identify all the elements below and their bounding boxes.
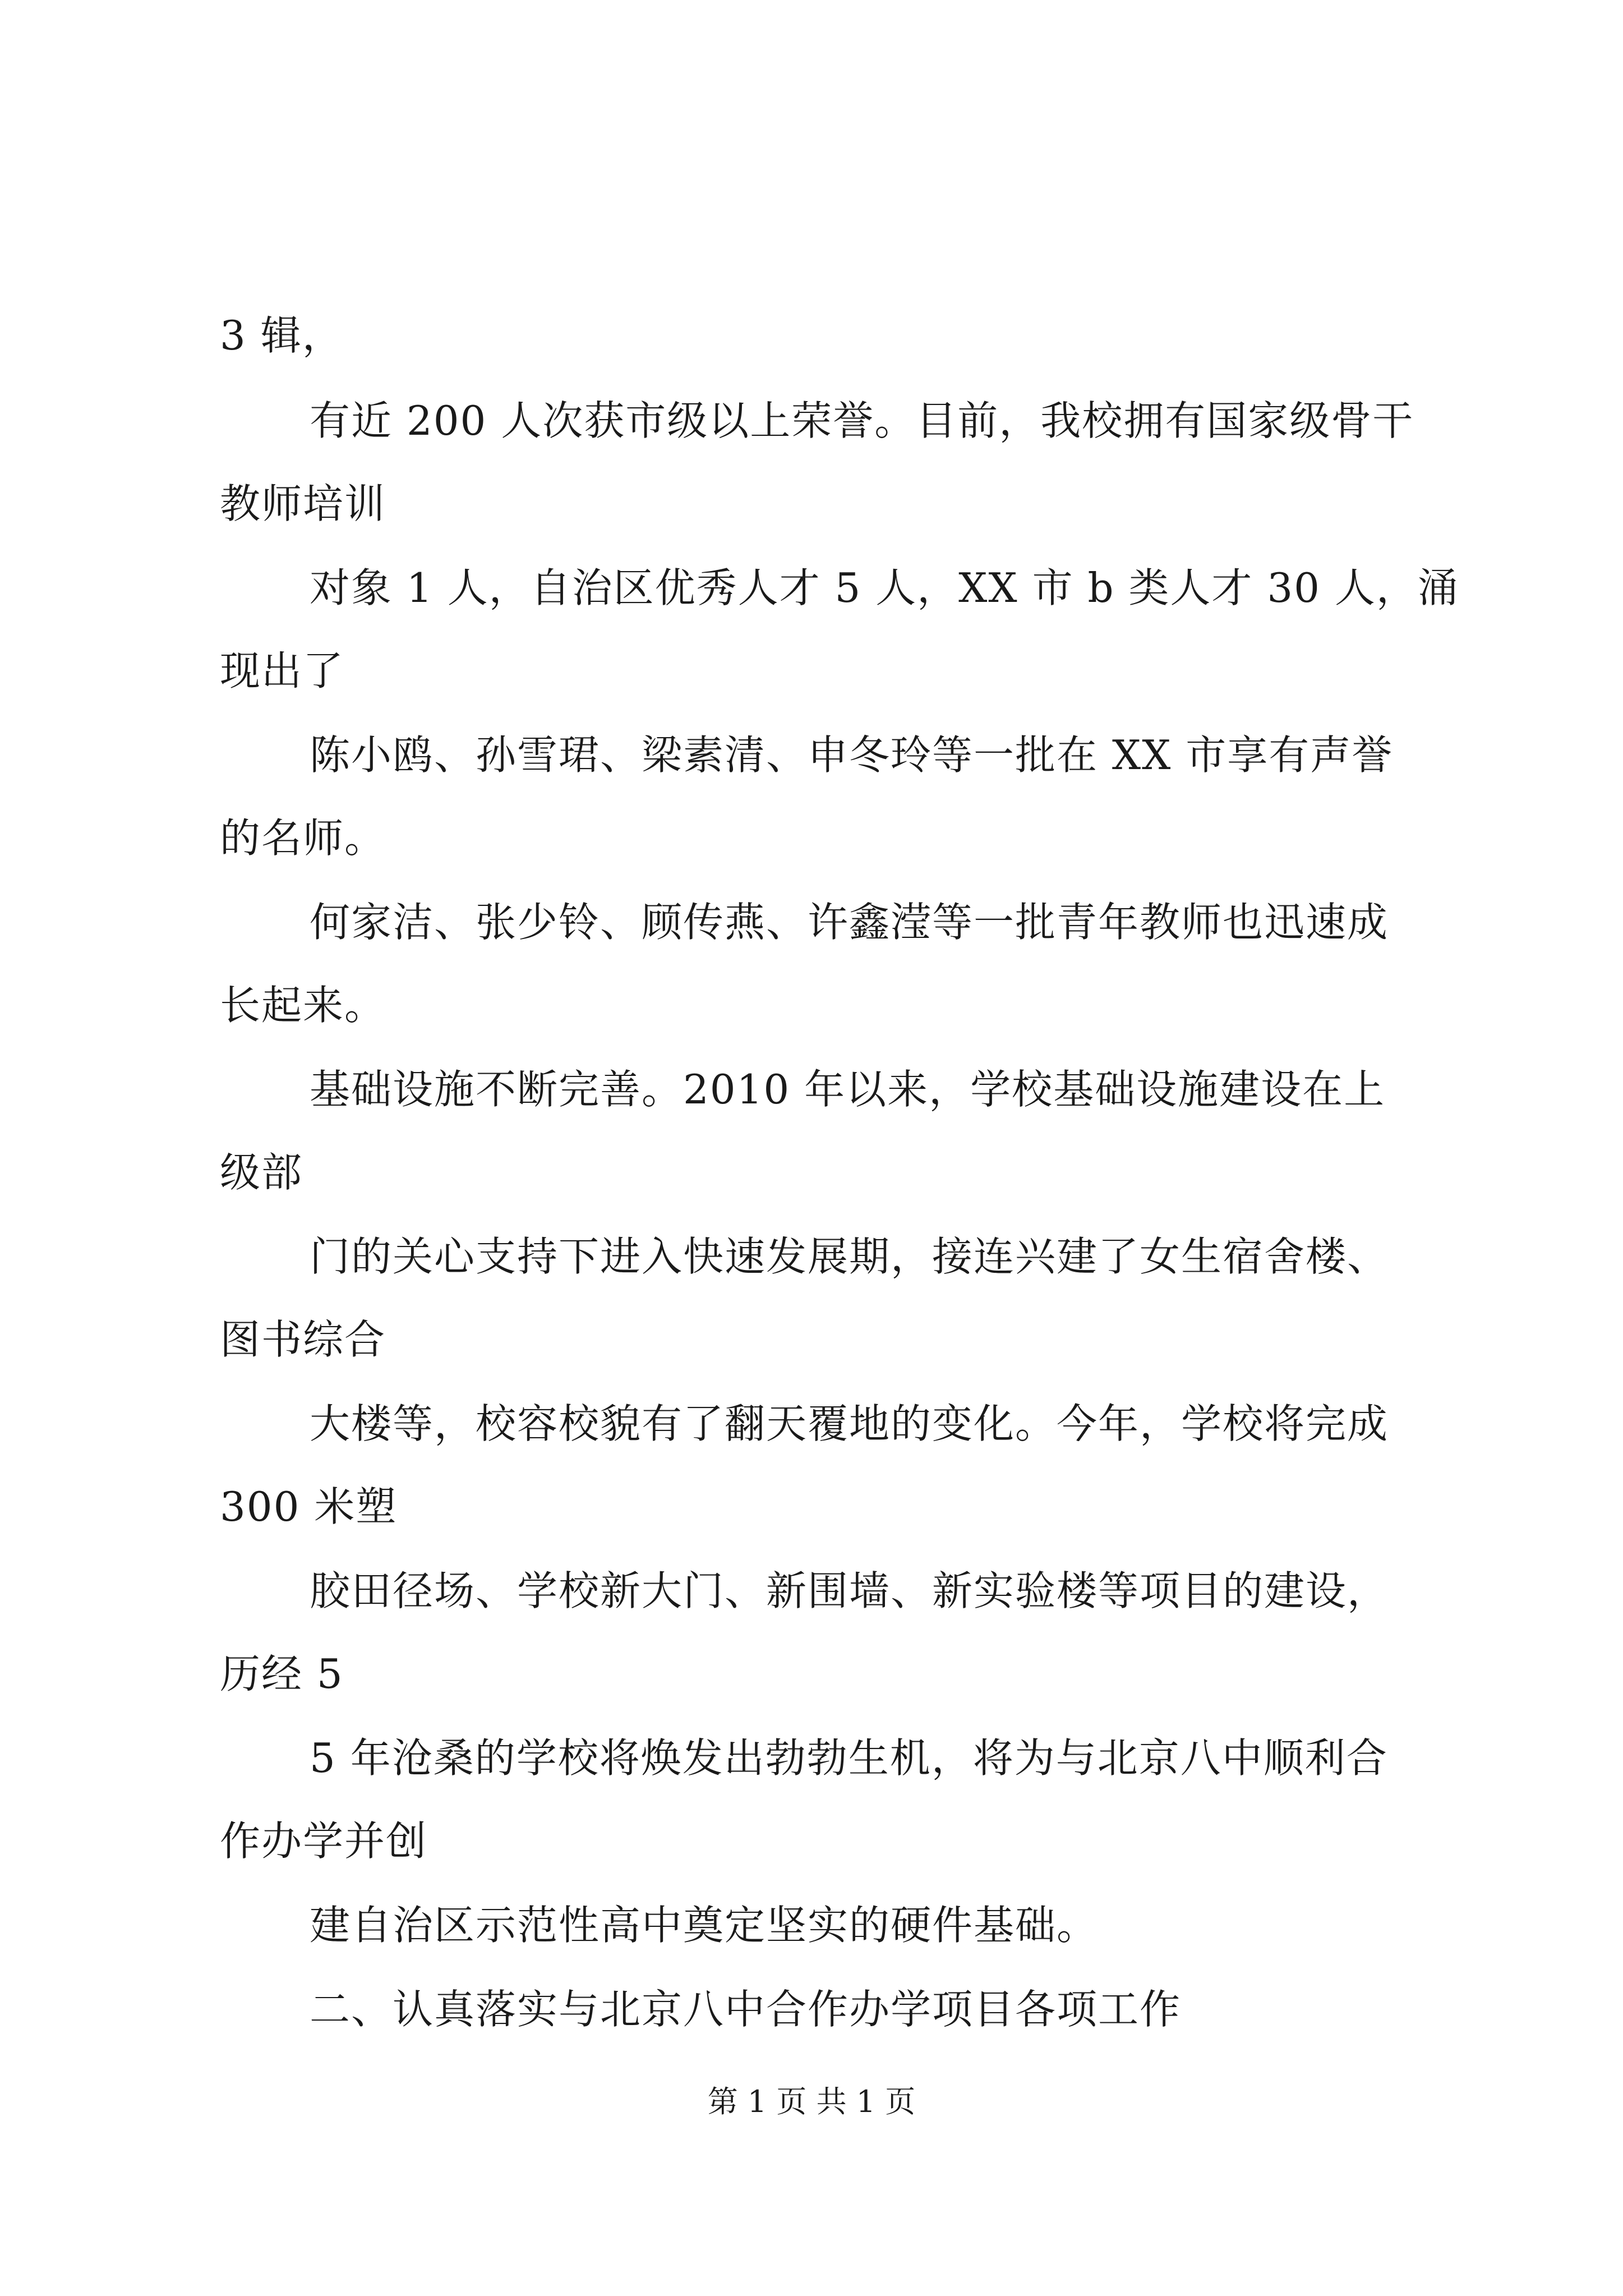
text-line: 建自治区示范性高中奠定坚实的硬件基础。 [310,1902,1099,1949]
text-line: 作办学并创 [220,1818,428,1865]
text-line: 级部 [220,1149,303,1196]
text-line: 基础设施不断完善。2010 年以来，学校基础设施建设在上 [310,1066,1386,1113]
text-line: 门的关心支持下进入快速发展期，接连兴建了女生宿舍楼、 [310,1233,1389,1280]
page-number-label: 第 1 页 共 1 页 [707,2084,916,2119]
text-line: 图书综合 [220,1316,386,1363]
page-footer [0,2084,1623,2119]
text-line: 5 年沧桑的学校将焕发出勃勃生机，将为与北京八中顺利合 [310,1734,1388,1782]
text-line: 对象 1 人，自治区优秀人才 5 人，XX 市 b 类人才 30 人，涌 [310,564,1459,611]
text-line: 大楼等，校容校貌有了翻天覆地的变化。今年，学校将完成 [310,1400,1389,1447]
text-line: 长起来。 [220,982,386,1029]
text-line: 300 米塑 [220,1483,398,1530]
text-line: 有近 200 人次获市级以上荣誉。目前，我校拥有国家级骨干 [310,397,1414,444]
text-line: 何家洁、张少铃、顾传燕、许鑫滢等一批青年教师也迅速成 [310,899,1389,946]
text-line: 现出了 [220,647,345,694]
section-heading: 二、认真落实与北京八中合作办学项目各项工作 [310,1986,1182,2033]
text-line: 的名师。 [220,815,386,862]
text-line: 胶田径场、学校新大门、新围墙、新实验楼等项目的建设， [310,1567,1389,1614]
text-line: 3 辑， [220,312,344,359]
text-line: 教师培训 [220,480,386,527]
text-line: 历经 5 [220,1650,344,1697]
text-line: 陈小鸥、孙雪珺、梁素清、申冬玲等一批在 XX 市享有声誉 [310,731,1394,779]
